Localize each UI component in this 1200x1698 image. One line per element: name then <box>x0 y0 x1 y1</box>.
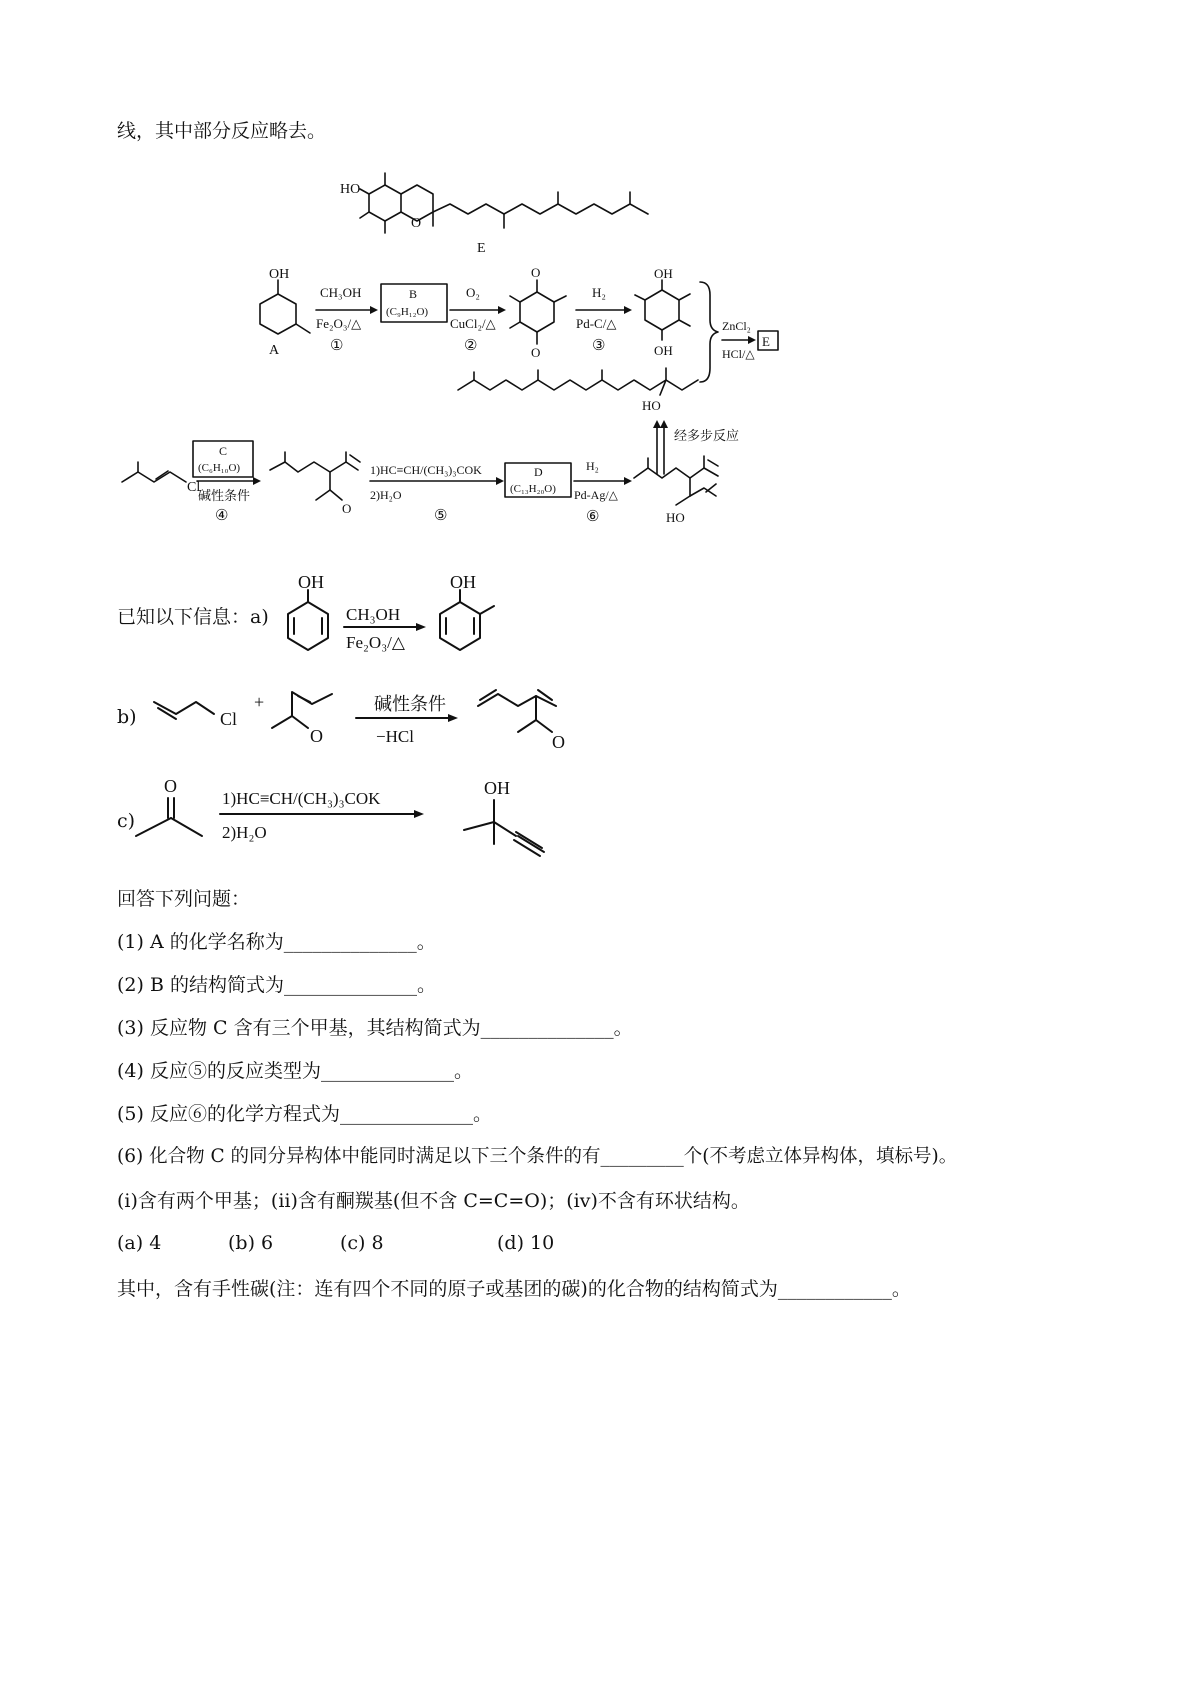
ketone-O: O <box>342 501 352 516</box>
b-O-left: O <box>310 726 323 746</box>
b-cl: Cl <box>220 709 238 729</box>
a-oh-right: OH <box>450 572 476 592</box>
hq-oh-bottom: OH <box>654 343 673 358</box>
A-label: A <box>269 343 280 358</box>
A-oh: OH <box>269 267 290 282</box>
D-name: D <box>534 465 543 479</box>
quinone-structure <box>510 265 566 360</box>
step6-num: ⑥ <box>586 509 600 525</box>
step2-reagent-top: O₂ <box>466 285 480 300</box>
hq-oh-top: OH <box>654 266 673 281</box>
step5-reagent-1: 1)HC≡CH/(CH₃)₃COK <box>370 463 482 477</box>
step5-reagent-2: 2)H₂O <box>370 488 402 502</box>
question-1: (1) A 的化学名称为______________。 <box>117 931 436 953</box>
E-label: E <box>477 241 486 256</box>
step2-reagent-bottom: CuCl₂/△ <box>450 316 496 331</box>
question-6-conditions: (ⅰ)含有两个甲基；(ⅱ)含有酮羰基(但不含 C=C=O)；(ⅳ)不含有环状结构。 <box>117 1190 750 1212</box>
option-d: (d) 10 <box>497 1232 555 1254</box>
B-formula: (C₉H₁₂O) <box>386 306 429 318</box>
step1-reagent-top: CH₃OH <box>320 285 362 300</box>
b-O-right: O <box>552 732 565 752</box>
C-name: C <box>219 444 228 458</box>
E-ho: HO <box>340 182 361 197</box>
diene-ketone <box>270 452 360 516</box>
step4-num: ④ <box>215 508 229 524</box>
b-reagent-top: 碱性条件 <box>374 694 446 714</box>
step6-reagent-top: H₂ <box>586 459 599 473</box>
start-cl: Cl <box>187 480 201 495</box>
a-oh-left: OH <box>298 572 324 592</box>
quinone-O-bottom: O <box>531 345 541 360</box>
C-formula: (C₆H₁₀O) <box>198 462 241 474</box>
compound-E-structure <box>340 173 648 256</box>
side-chain-alcohol <box>458 368 698 413</box>
step3-num: ③ <box>592 338 606 354</box>
b-label: b) <box>117 706 137 728</box>
allylic-alcohol <box>634 456 718 525</box>
c-reagent-top: 1)HC≡CH/(CH₃)₃COK <box>222 789 381 808</box>
known-info-c <box>130 776 590 866</box>
side-chain-ho: HO <box>642 398 661 413</box>
question-4: (4) 反应⑤的反应类型为______________。 <box>117 1060 473 1082</box>
E-o: O <box>411 216 422 231</box>
final-reagent-top: ZnCl₂ <box>722 319 751 333</box>
known-info-a <box>260 572 680 672</box>
compound-A <box>260 267 310 358</box>
known-info-b <box>150 680 630 760</box>
multistep-label: 经多步反应 <box>674 428 740 443</box>
question-6-followup: 其中，含有手性碳(注：连有四个不同的原子或基团的碳)的化合物的结构简式为____________。 <box>117 1278 911 1300</box>
c-label: c) <box>117 810 136 832</box>
final-reagent-bottom: HCl/△ <box>722 347 755 361</box>
step1-num: ① <box>330 338 344 354</box>
b-reagent-bottom: −HCl <box>376 727 414 746</box>
step6-reagent-bottom: Pd-Ag/△ <box>574 488 618 502</box>
a-reagent-bottom: Fe₂O₃/△ <box>346 633 405 652</box>
step2-num: ② <box>464 338 478 354</box>
c-reagent-bottom: 2)H₂O <box>222 823 267 842</box>
step4-condition: 碱性条件 <box>198 488 251 503</box>
B-name: B <box>409 287 418 301</box>
step5-num: ⑤ <box>434 508 448 524</box>
option-c: (c) 8 <box>340 1232 384 1254</box>
b-plus: + <box>254 692 265 712</box>
question-5: (5) 反应⑥的化学方程式为______________。 <box>117 1103 492 1125</box>
intro-text: 线，其中部分反应略去。 <box>117 120 327 142</box>
step1-reagent-bottom: Fe₂O₃/△ <box>316 316 362 331</box>
c-O: O <box>164 776 177 796</box>
option-b: (b) 6 <box>228 1232 274 1254</box>
hydroquinone-structure <box>635 266 690 358</box>
step3-reagent-bottom: Pd-C/△ <box>576 316 617 331</box>
known-info-intro: 已知以下信息：a) <box>117 606 269 628</box>
D-formula: (C₁₃H₂₀O) <box>510 483 556 495</box>
final-product-E: E <box>762 334 770 349</box>
quinone-O-top: O <box>531 265 541 280</box>
alcohol-ho: HO <box>666 510 685 525</box>
option-a: (a) 4 <box>117 1232 162 1254</box>
question-2: (2) B 的结构简式为______________。 <box>117 974 436 996</box>
question-6: (6) 化合物 C 的同分异构体中能同时满足以下三个条件的有_________个(不考虑立体异构体，填标号)。 <box>117 1146 958 1167</box>
synthesis-scheme <box>0 0 1200 560</box>
step3-reagent-top: H₂ <box>592 285 606 300</box>
questions-header: 回答下列问题： <box>117 888 251 910</box>
question-3: (3) 反应物 C 含有三个甲基，其结构简式为______________。 <box>117 1017 633 1039</box>
c-OH: OH <box>484 778 510 798</box>
prenyl-chloride <box>122 462 200 495</box>
a-reagent-top: CH₃OH <box>346 605 401 624</box>
